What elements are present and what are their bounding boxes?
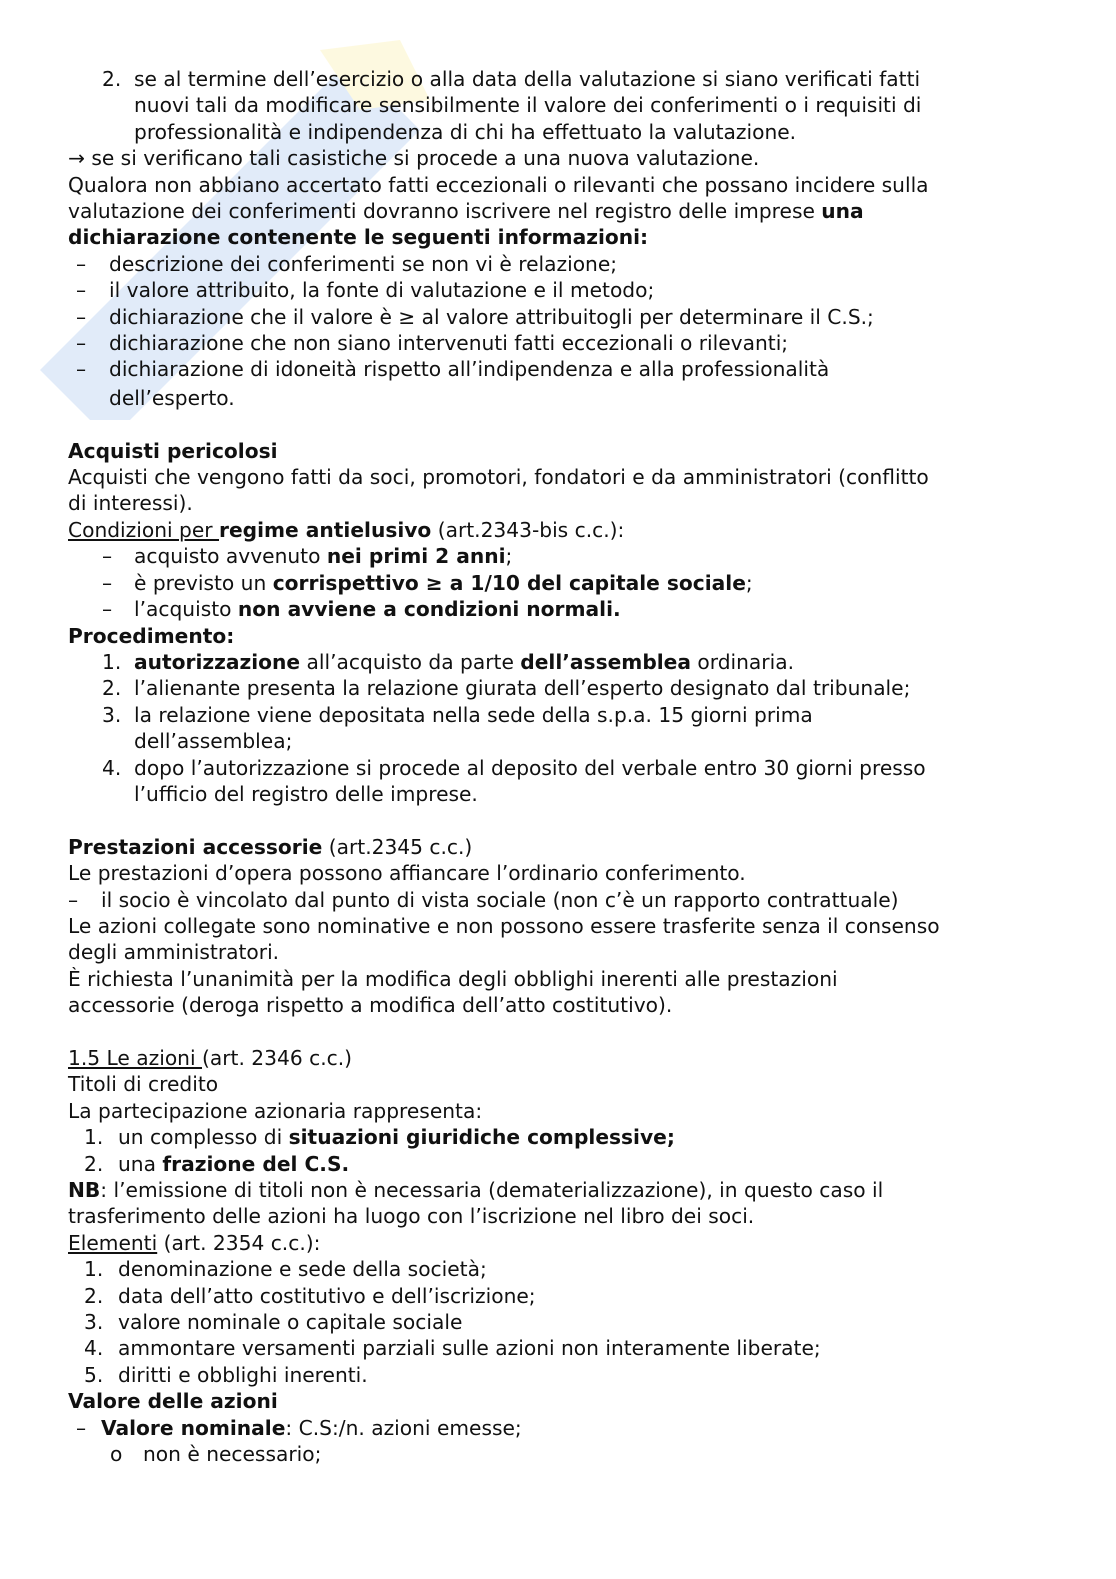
paragraph: di interessi).: [68, 491, 193, 516]
section-heading: 1.5 Le azioni (art. 2346 c.c.): [68, 1045, 352, 1070]
paragraph: Le azioni collegate sono nominative e non possono essere trasferite senza il consenso: [68, 913, 940, 938]
numbered-item-continuation: l’ufficio del registro delle imprese.: [134, 781, 478, 806]
numbered-item: 3. la relazione viene depositata nella sede della s.p.a. 15 giorni prima: [102, 702, 813, 727]
numbered-item: 5. diritti e obblighi inerenti.: [84, 1362, 368, 1387]
numbered-item: 3. valore nominale o capitale sociale: [84, 1310, 463, 1335]
dash-item: – il socio è vincolato dal punto di vista sociale (non c’è un rapporto contrattuale): [68, 887, 899, 912]
note: NB: l’emissione di titoli non è necessaria (dematerializzazione), in questo caso il: [68, 1178, 884, 1203]
paragraph: È richiesta l’unanimità per la modifica degli obblighi inerenti alle prestazioni: [68, 966, 838, 991]
list-number: 2.: [102, 67, 122, 91]
numbered-item: 1. autorizzazione all’acquisto da parte dell’assemblea ordinaria.: [102, 649, 794, 674]
numbered-item: 2. una frazione del C.S.: [84, 1151, 350, 1176]
paragraph: Qualora non abbiano accertato fatti eccezionali o rilevanti che possano incidere sulla: [68, 172, 929, 197]
numbered-item: 4. ammontare versamenti parziali sulle azioni non interamente liberate;: [84, 1336, 821, 1361]
dash-item: – acquisto avvenuto nei primi 2 anni;: [102, 544, 513, 569]
numbered-item-continuation: professionalità e indipendenza di chi ha effettuato la valutazione.: [134, 119, 797, 144]
dash-item: – dichiarazione di idoneità rispetto all’indipendenza e alla professionalità: [76, 357, 830, 382]
dash-item: – descrizione dei conferimenti se non vi è relazione;: [76, 251, 618, 276]
subheading: Procedimento:: [68, 623, 235, 648]
numbered-item-continuation: nuovi tali da modificare sensibilmente il valore dei conferimenti o i requisiti di: [134, 93, 922, 118]
dash-item: – l’acquisto non avviene a condizioni normali.: [102, 597, 621, 622]
arrow-note: → se si verificano tali casistiche si procede a una nuova valutazione.: [68, 146, 760, 171]
numbered-item: 1. denominazione e sede della società;: [84, 1257, 487, 1282]
numbered-item: 1. un complesso di situazioni giuridiche complessive;: [84, 1125, 675, 1150]
sub-item: o non è necessario;: [110, 1442, 322, 1467]
dash-item: – dichiarazione che il valore è ≥ al valore attribuitogli per determinare il C.S.;: [76, 304, 874, 329]
dash-item-continuation: dell’esperto.: [109, 385, 235, 410]
document-page: [68, 66, 1048, 1467]
numbered-item: 2. se al termine dell’esercizio o alla data della valutazione si siano verificati fatti: [68, 66, 1048, 92]
paragraph: accessorie (deroga rispetto a modifica dell’atto costitutivo).: [68, 993, 673, 1018]
numbered-item-continuation: dell’assemblea;: [134, 729, 293, 754]
paragraph: degli amministratori.: [68, 940, 280, 965]
paragraph: valutazione dei conferimenti dovranno iscrivere nel registro delle imprese una: [68, 199, 864, 224]
dash-item: – il valore attribuito, la fonte di valutazione e il metodo;: [76, 278, 655, 303]
subheading: Valore delle azioni: [68, 1389, 278, 1414]
dash-item: – è previsto un corrispettivo ≥ a 1/10 del capitale sociale;: [102, 570, 753, 595]
conditions-heading: Condizioni per regime antielusivo (art.2343-bis c.c.):: [68, 517, 625, 542]
dash-item: – dichiarazione che non siano intervenuti fatti eccezionali o rilevanti;: [76, 331, 789, 356]
paragraph: La partecipazione azionaria rappresenta:: [68, 1098, 483, 1123]
paragraph: Titoli di credito: [68, 1072, 219, 1097]
paragraph-bold: dichiarazione contenente le seguenti informazioni:: [68, 225, 649, 250]
section-heading: Acquisti pericolosi: [68, 438, 278, 463]
paragraph: Le prestazioni d’opera possono affiancare l’ordinario conferimento.: [68, 861, 746, 886]
numbered-item: 2. data dell’atto costitutivo e dell’iscrizione;: [84, 1283, 536, 1308]
numbered-item: 2. l’alienante presenta la relazione giurata dell’esperto designato dal tribunale;: [102, 676, 911, 701]
section-heading: Prestazioni accessorie (art.2345 c.c.): [68, 834, 473, 859]
dash-item: – Valore nominale: C.S:/n. azioni emesse;: [76, 1415, 522, 1440]
note-continuation: trasferimento delle azioni ha luogo con l’iscrizione nel libro dei soci.: [68, 1204, 755, 1229]
elements-heading: Elementi (art. 2354 c.c.):: [68, 1230, 321, 1255]
numbered-item: 4. dopo l’autorizzazione si procede al deposito del verbale entro 30 giorni presso: [102, 755, 926, 780]
paragraph: Acquisti che vengono fatti da soci, promotori, fondatori e da amministratori (conflitto: [68, 465, 929, 490]
